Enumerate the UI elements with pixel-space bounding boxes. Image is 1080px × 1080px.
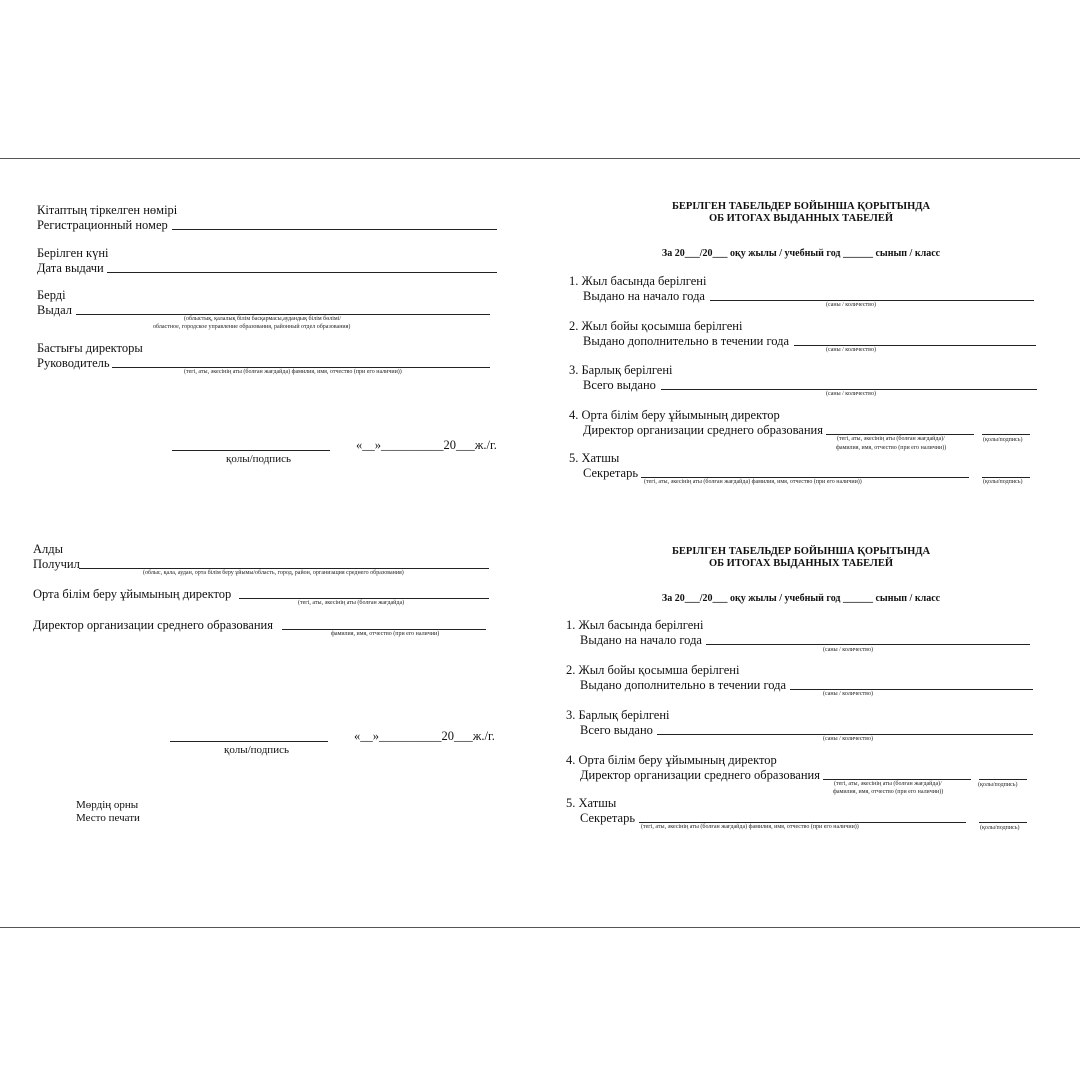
item2-hint: (саны / количество) (826, 347, 876, 353)
item3-field[interactable] (661, 389, 1037, 390)
item3-label-kz: 3. Барлық берілгені (569, 363, 673, 377)
seal-place-ru: Место печати (76, 812, 140, 824)
received-hint: (облыс, қала, аудан, орта білім беру ұйымы/область, город, район, организация среднего образования) (143, 570, 404, 576)
item4-label-kz: 4. Орта білім беру ұйымының директор (566, 753, 777, 767)
item4-label-kz: 4. Орта білім беру ұйымының директор (569, 408, 780, 422)
reg-number-field[interactable] (172, 229, 497, 230)
item4-label-ru: Директор организации среднего образования (580, 768, 820, 782)
date-line-2[interactable]: «__»__________20___ж./г. (354, 729, 495, 743)
item4-hint-a: (тегі, аты, әкесінің аты (болған жағдайда)/ (834, 781, 942, 787)
item2-hint: (саны / количество) (823, 691, 873, 697)
signature-label-1: қолы/подпись (226, 453, 291, 465)
item3-hint: (саны / количество) (823, 736, 873, 742)
item5-hint: (тегі, аты, әкесінің аты (болған жағдайда) фамилия, имя, отчество (при его наличии)) (641, 824, 859, 830)
date-line-1[interactable]: «__»__________20___ж./г. (356, 438, 497, 452)
item5-label-ru: Секретарь (580, 811, 636, 825)
item4-hint-b: фамилия, имя, отчество (при его наличии)) (833, 789, 944, 795)
item5-signature-hint: (қолы/подпись) (983, 479, 1023, 485)
item2-field[interactable] (794, 345, 1036, 346)
item3-label-kz: 3. Барлық берілгені (566, 708, 670, 722)
item5-label-kz: 5. Хатшы (569, 451, 620, 465)
item4-signature-hint: (қолы/подпись) (983, 437, 1023, 443)
item4-signature-field[interactable] (979, 779, 1027, 780)
director-hint-ru: фамилия, имя, отчество (при его наличии) (331, 631, 440, 637)
issued-by-label-ru: Выдал (37, 303, 72, 317)
item2-label-kz: 2. Жыл бойы қосымша берілгені (566, 663, 740, 677)
item1-field[interactable] (710, 300, 1034, 301)
director-label-kz: Орта білім беру ұйымының директор (33, 587, 232, 601)
form-sheet (0, 158, 1080, 928)
issue-date-field[interactable] (107, 272, 497, 273)
item5-signature-hint: (қолы/подпись) (980, 825, 1020, 831)
item4-label-ru: Директор организации среднего образования (583, 423, 823, 437)
report-title-kz: БЕРІЛГЕН ТАБЕЛЬДЕР БОЙЫНША ҚОРЫТЫНДА (671, 546, 931, 557)
issue-date-label-kz: Берілген күні (37, 246, 109, 260)
item4-hint-a: (тегі, аты, әкесінің аты (болған жағдайда)/ (837, 436, 945, 442)
director-hint-kz: (тегі, аты, әкесінің аты (болған жағдайда) (298, 600, 405, 606)
report-title-ru: ОБ ИТОГАХ ВЫДАННЫХ ТАБЕЛЕЙ (708, 213, 894, 224)
received-label-kz: Алды (33, 542, 64, 556)
received-label-ru: Получил (33, 557, 80, 571)
item4-hint-b: фамилия, имя, отчество (при его наличии)) (836, 445, 947, 451)
report-year-line: За 20___/20___ оқу жылы / учебный год ______ сынып / класс (661, 593, 941, 604)
director-field-ru[interactable] (282, 629, 486, 630)
item5-label-kz: 5. Хатшы (566, 796, 617, 810)
item5-signature-field[interactable] (982, 477, 1030, 478)
reg-number-label-ru: Регистрационный номер (37, 218, 168, 232)
signature-label-2: қолы/подпись (224, 744, 289, 756)
item4-signature-field[interactable] (982, 434, 1030, 435)
issued-by-hint-kz: (облыстық, қалалық білім басқармасы,аудандық білім бөлімі/ (184, 316, 342, 322)
item4-signature-hint: (қолы/подпись) (978, 782, 1018, 788)
item1-hint: (саны / количество) (823, 647, 873, 653)
received-field[interactable] (79, 568, 489, 569)
item2-label-ru: Выдано дополнительно в течении года (583, 334, 790, 348)
item4-name-field[interactable] (823, 779, 971, 780)
issued-by-field[interactable] (76, 314, 490, 315)
item5-hint: (тегі, аты, әкесінің аты (болған жағдайда) фамилия, имя, отчество (при его наличии)) (644, 479, 862, 485)
report-title-ru: ОБ ИТОГАХ ВЫДАННЫХ ТАБЕЛЕЙ (708, 558, 894, 569)
issued-by-label-kz: Берді (37, 288, 66, 302)
item1-hint: (саны / количество) (826, 302, 876, 308)
item5-name-field[interactable] (641, 477, 969, 478)
item3-label-ru: Всего выдано (583, 378, 656, 392)
head-label-ru: Руководитель (37, 356, 110, 370)
item1-field[interactable] (706, 644, 1030, 645)
item1-label-kz: 1. Жыл басында берілгені (566, 618, 704, 632)
item3-hint: (саны / количество) (826, 391, 876, 397)
item2-label-kz: 2. Жыл бойы қосымша берілгені (569, 319, 743, 333)
item1-label-kz: 1. Жыл басында берілгені (569, 274, 707, 288)
item2-label-ru: Выдано дополнительно в течении года (580, 678, 787, 692)
item1-label-ru: Выдано на начало года (583, 289, 705, 303)
signature-line-2[interactable] (170, 741, 328, 742)
item5-label-ru: Секретарь (583, 466, 639, 480)
report-title-kz: БЕРІЛГЕН ТАБЕЛЬДЕР БОЙЫНША ҚОРЫТЫНДА (671, 201, 931, 212)
item3-label-ru: Всего выдано (580, 723, 653, 737)
reg-number-label-kz: Кітаптың тіркелген нөмірі (37, 203, 178, 217)
signature-line-1[interactable] (172, 450, 330, 451)
item5-signature-field[interactable] (979, 822, 1027, 823)
issued-by-hint-ru: областное, городское управление образования, районный отдел образования) (153, 324, 351, 330)
report-year-line: За 20___/20___ оқу жылы / учебный год ______ сынып / класс (661, 248, 941, 259)
head-label-kz: Бастығы директоры (37, 341, 143, 355)
item2-field[interactable] (790, 689, 1033, 690)
item5-name-field[interactable] (639, 822, 966, 823)
director-label-ru: Директор организации среднего образования (33, 618, 273, 632)
item1-label-ru: Выдано на начало года (580, 633, 702, 647)
item3-field[interactable] (657, 734, 1033, 735)
head-hint: (тегі, аты, әкесінің аты (болған жағдайда) фамилия, имя, отчество (при его наличии)) (184, 369, 402, 375)
director-field-kz[interactable] (239, 598, 489, 599)
seal-place-kz: Мөрдің орны (76, 799, 139, 811)
issue-date-label-ru: Дата выдачи (37, 261, 104, 275)
item4-name-field[interactable] (826, 434, 974, 435)
head-field[interactable] (112, 367, 490, 368)
